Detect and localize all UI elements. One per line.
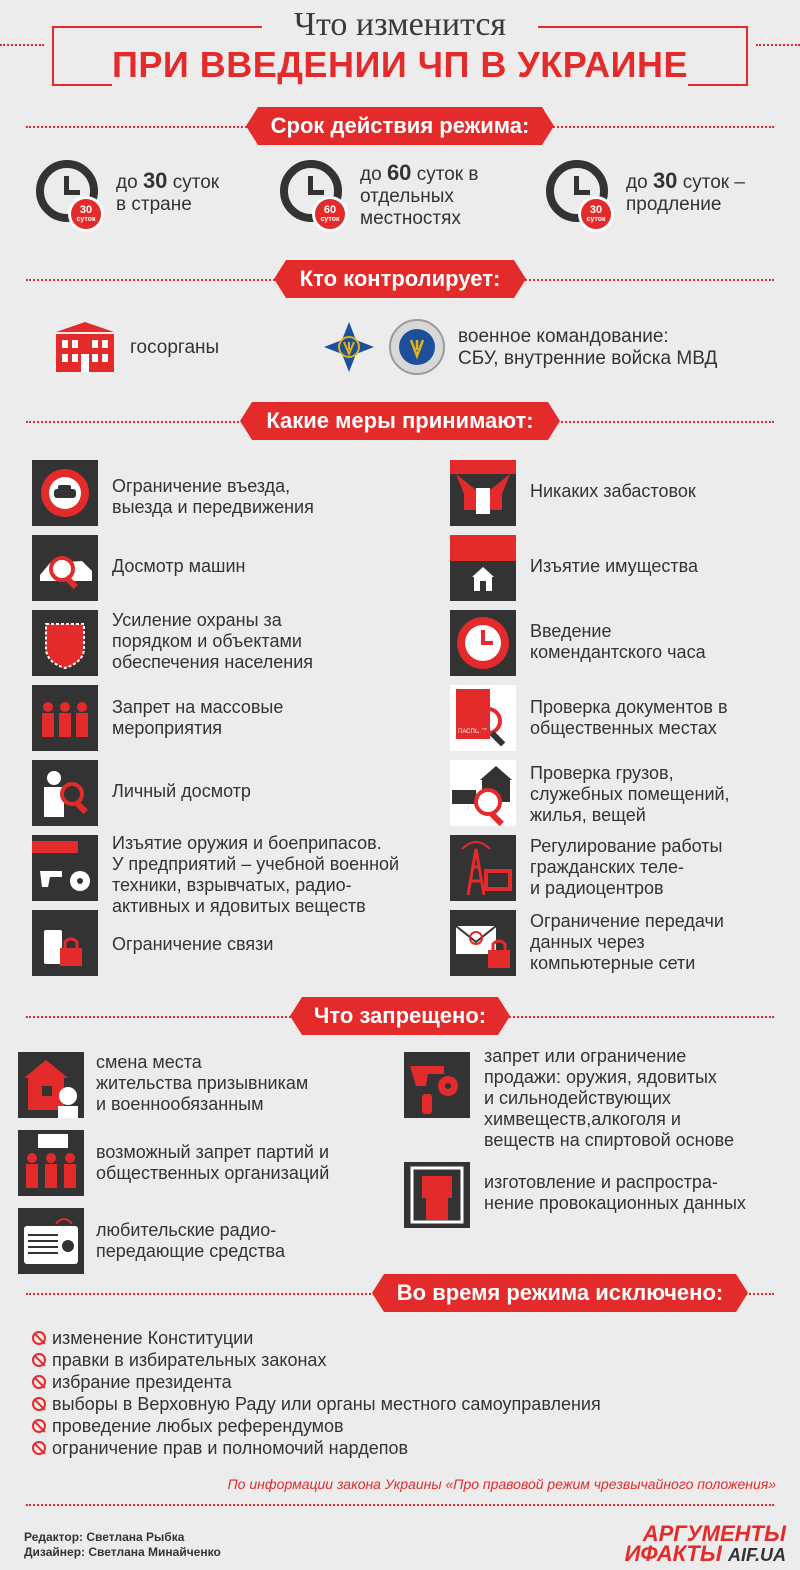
prohibited-icon: [32, 1353, 46, 1367]
crowd-icon: [32, 685, 98, 751]
forbidden-label: возможный запрет партий и общественных организаций: [96, 1142, 330, 1183]
section-banner-excluded: Во время режима исключено:: [384, 1274, 736, 1312]
duration-item: [280, 160, 520, 240]
forbidden-label: любительские радио- передающие средства: [96, 1220, 286, 1261]
editor-credit: Редактор: Светлана Рыбка: [24, 1530, 185, 1544]
days-badge: 60 суток: [312, 196, 348, 232]
measure-label: Личный досмотр: [112, 781, 251, 801]
control-military-label: военное командование: СБУ, внутренние войска МВД: [458, 326, 718, 369]
cargo-search-icon: [450, 760, 516, 826]
measure-label: Введение комендантского часа: [530, 621, 706, 662]
mvd-emblem-icon: [388, 318, 446, 376]
forbidden-label: запрет или ограничение продажи: оружия, ядовитых и сильнодействующих химвеществ,алкоголя и веществ на спиртовой основе: [484, 1046, 734, 1150]
prohibited-icon: [32, 1331, 46, 1345]
section-banner-measures: Какие меры принимают:: [252, 402, 548, 440]
weapons-radiation-icon: [32, 835, 98, 901]
measure-label: Ограничение передачи данных через компьютерные сети: [530, 911, 724, 973]
house-person-icon: [18, 1052, 84, 1118]
prohibited-icon: [32, 1397, 46, 1411]
property-house-icon: [450, 535, 516, 601]
list-item: изменение Конституции: [32, 1327, 772, 1349]
measure-label: Изъятие имущества: [530, 556, 698, 576]
email-lock-icon: [450, 910, 516, 976]
protest-fist-icon: [404, 1162, 470, 1228]
shield-icon: [32, 610, 98, 676]
section-banner-forbidden: Что запрещено:: [302, 997, 498, 1035]
logo-line2: ИФАКТЫ AIF.UA: [624, 1541, 786, 1566]
section-banner-duration: Срок действия режима:: [258, 107, 542, 145]
group-meeting-icon: [18, 1130, 84, 1196]
measure-label: Досмотр машин: [112, 556, 246, 576]
credits: [24, 1530, 221, 1560]
government-building-icon: [52, 322, 118, 372]
footer-divider: [26, 1504, 774, 1506]
duration-text: до 30 суток – продление: [626, 168, 745, 215]
phone-lock-icon: [32, 910, 98, 976]
raised-fist-icon: [450, 460, 516, 526]
duration-text: до 60 суток в отдельных местностях: [360, 160, 479, 229]
prohibited-icon: [32, 1375, 46, 1389]
list-item: проведение любых референдумов: [32, 1415, 772, 1437]
list-item: ограничение прав и полномочий нардепов: [32, 1437, 772, 1459]
forbidden-label: изготовление и распростра- нение провокационных данных: [484, 1172, 746, 1213]
measure-label: Проверка документов в общественных местах: [530, 697, 728, 738]
days-badge: 30 суток: [68, 196, 104, 232]
source-note: По информации закона Украины «Про правовой режим чрезвычайного положения»: [227, 1476, 776, 1492]
measure-label: Изъятие оружия и боеприпасов. У предприятий – учебной военной техники, взрывчатых, радио- активных и ядовитых веществ: [112, 833, 400, 916]
measure-label: Усиление охраны за порядком и объектами обеспечения населения: [112, 610, 314, 672]
curfew-clock-icon: [450, 610, 516, 676]
control-gov-label: госорганы: [130, 337, 220, 358]
measure-label: Никаких забастовок: [530, 481, 696, 501]
designer-credit: Дизайнер: Светлана Минайченко: [24, 1545, 221, 1559]
section-banner-control: Кто контролирует:: [286, 260, 514, 298]
measure-label: Запрет на массовые мероприятия: [112, 697, 284, 738]
prohibited-icon: [32, 1441, 46, 1455]
excluded-list: [32, 1327, 772, 1459]
list-item: выборы в Верховную Раду или органы местного самоуправления: [32, 1393, 772, 1415]
page-title-line2: ПРИ ВВЕДЕНИИ ЧП В УКРАИНЕ: [112, 44, 688, 85]
days-badge: 30 суток: [578, 196, 614, 232]
no-entry-car-icon: [32, 460, 98, 526]
passport-search-icon: [450, 685, 516, 751]
person-search-icon: [32, 760, 98, 826]
weapons-sale-icon: [404, 1052, 470, 1118]
radio-transmitter-icon: [18, 1208, 84, 1274]
page-title-line1: Что изменится: [293, 6, 507, 43]
duration-item: [546, 160, 776, 240]
duration-item: [36, 160, 246, 240]
forbidden-label: смена места жительства призывникам и военнообязанным: [96, 1052, 309, 1114]
sbu-emblem-icon: [322, 320, 376, 374]
duration-text: до 30 суток в стране: [116, 168, 220, 215]
logo-line1: АРГУМЕНТЫ: [642, 1521, 786, 1546]
radio-tower-icon: [450, 835, 516, 901]
car-search-icon: [32, 535, 98, 601]
measure-label: Проверка грузов, служебных помещений, жилья, вещей: [530, 763, 730, 825]
measure-label: Ограничение въезда, выезда и передвижения: [112, 476, 314, 517]
prohibited-icon: [32, 1419, 46, 1433]
passport-label: ПАСПОРТ: [458, 729, 487, 735]
measure-label: Ограничение связи: [112, 934, 274, 954]
list-item: избрание президента: [32, 1371, 772, 1393]
list-item: правки в избирательных законах: [32, 1349, 772, 1371]
aif-logo[interactable]: [600, 1521, 786, 1566]
measure-label: Регулирование работы гражданских теле- и радиоцентров: [530, 836, 723, 898]
